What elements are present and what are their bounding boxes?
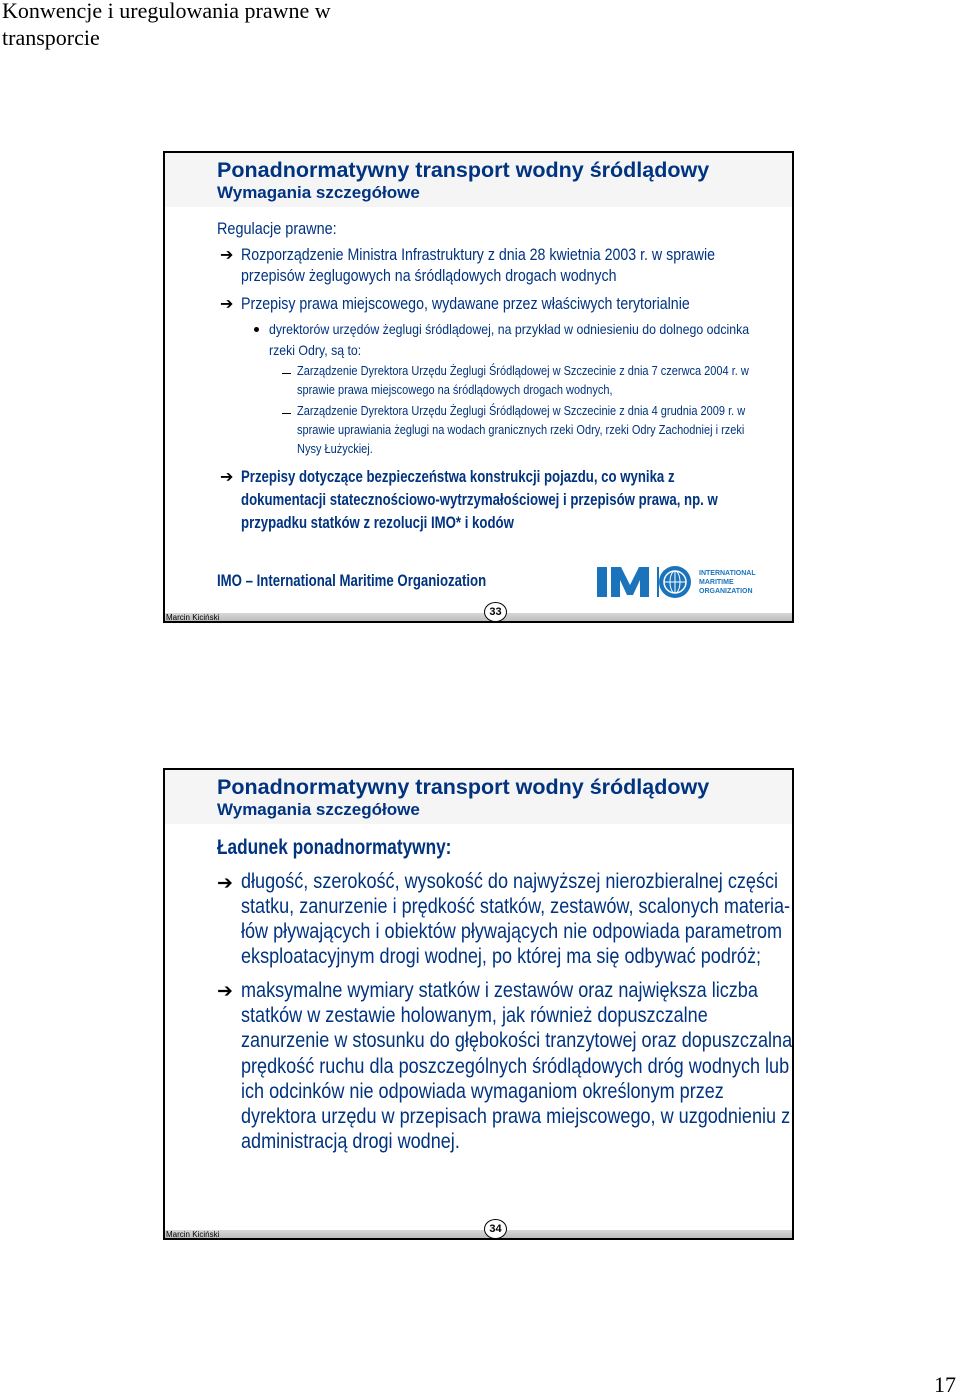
page-number: 17	[934, 1372, 956, 1397]
subsub-item-line: sprawie prawa miejscowego na śródlądowych drogach wodnych,	[297, 383, 613, 397]
section-heading: Regulacje prawne:	[217, 219, 337, 238]
slide-33	[163, 151, 794, 623]
slide-header	[165, 153, 792, 207]
slide-header	[165, 770, 792, 824]
imo-logo	[597, 565, 763, 601]
arrow-icon: ➔	[217, 980, 233, 1002]
slide-footer	[165, 1230, 792, 1238]
dash-icon	[282, 373, 291, 374]
slide-title: Ponadnormatywny transport wodny śródlądowy	[217, 775, 710, 799]
list-item-line: eksploatacyjnym drogi wodnej, po której ma się odbywać podróż;	[241, 945, 762, 968]
list-item-line: administracją drogi wodnej.	[241, 1130, 460, 1153]
slide-34	[163, 768, 794, 1240]
list-item-line: ich odcinków nie odpowiada wymaganiom określonym przez	[241, 1080, 724, 1103]
slide-number: 34	[484, 1219, 507, 1239]
document-title: Konwencje i uregulowania prawne w transporcie	[2, 0, 331, 50]
sub-item-line: dyrektorów urzędów żeglugi śródlądowej, na przykład w odniesieniu do dolnego odcinka	[269, 321, 750, 337]
section-heading: Ładunek ponadnormatywny:	[217, 836, 452, 859]
imo-logo-text: INTERNATIONAL MARITIME ORGANIZATION	[699, 570, 756, 595]
list-item-line: Rozporządzenie Ministra Infrastruktury z dnia 28 kwietnia 2003 r. w sprawie	[241, 246, 716, 264]
slide-title: Ponadnormatywny transport wodny śródlądowy	[217, 158, 710, 182]
list-item-line: dyrektora urzędu w przepisach prawa miejscowego, w uzgodnieniu z	[241, 1105, 791, 1128]
subsub-item-line: sprawie uprawiania żeglugi na wodach granicznych rzeki Odry, rzeki Odry Zachodniej i rzeki	[297, 423, 745, 437]
bullet-icon	[254, 327, 259, 332]
footnote: IMO – International Maritime Organiozation	[217, 572, 487, 590]
sub-item-line: rzeki Odry, są to:	[269, 342, 362, 358]
slide-subtitle: Wymagania szczegółowe	[217, 800, 420, 819]
subsub-item-line: Nysy Łużyckiej.	[297, 442, 373, 456]
list-item-line: statku, zanurzenie i prędkość statków, zestawów, scalonych materia-	[241, 895, 791, 918]
list-item-line: dokumentacji statecznościowo-wytrzymałościowej i przepisów prawa, np. w	[241, 491, 718, 509]
list-item-line: zanurzenie w stosunku do głębokości tranzytowej oraz dopuszczalna	[241, 1029, 793, 1052]
subsub-item-line: Zarządzenie Dyrektora Urzędu Żeglugi Śródlądowej w Szczecinie z dnia 4 grudnia 2009 r. w	[297, 404, 746, 418]
list-item-line: Przepisy dotyczące bezpieczeństwa konstrukcji pojazdu, co wynika z	[241, 468, 675, 486]
list-item-line: prędkość ruchu dla poszczególnych śródlądowych dróg wodnych lub	[241, 1055, 790, 1078]
list-item-line: statków w zestawie holowanym, jak również dopuszczalne	[241, 1004, 708, 1027]
list-item-line: łów pływających i obiektów pływających nie odpowiada parametrom	[241, 920, 783, 943]
list-item-line: maksymalne wymiary statków i zestawów oraz największa liczba	[241, 979, 758, 1002]
footer-author: Marcin Kiciński	[166, 1230, 220, 1239]
list-item-line: przypadku statków z rezolucji IMO* i kodów	[241, 514, 514, 532]
list-item-line: długość, szerokość, wysokość do najwyższej nierozbieralnej części	[241, 870, 779, 893]
dash-icon	[282, 413, 291, 414]
arrow-icon: ➔	[220, 467, 234, 486]
slide-subtitle: Wymagania szczegółowe	[217, 183, 420, 202]
list-item-line: Przepisy prawa miejscowego, wydawane przez właściwych terytorialnie	[241, 295, 690, 313]
subsub-item-line: Zarządzenie Dyrektora Urzędu Żeglugi Śródlądowej w Szczecinie z dnia 7 czerwca 2004 r. w	[297, 364, 749, 378]
arrow-icon: ➔	[220, 245, 234, 264]
arrow-icon: ➔	[217, 872, 233, 894]
slide-footer	[165, 613, 792, 621]
arrow-icon: ➔	[220, 294, 234, 313]
list-item-line: przepisów żeglugowych na śródlądowych drogach wodnych	[241, 267, 617, 285]
slide-number: 33	[484, 602, 507, 622]
footer-author: Marcin Kiciński	[166, 613, 220, 622]
